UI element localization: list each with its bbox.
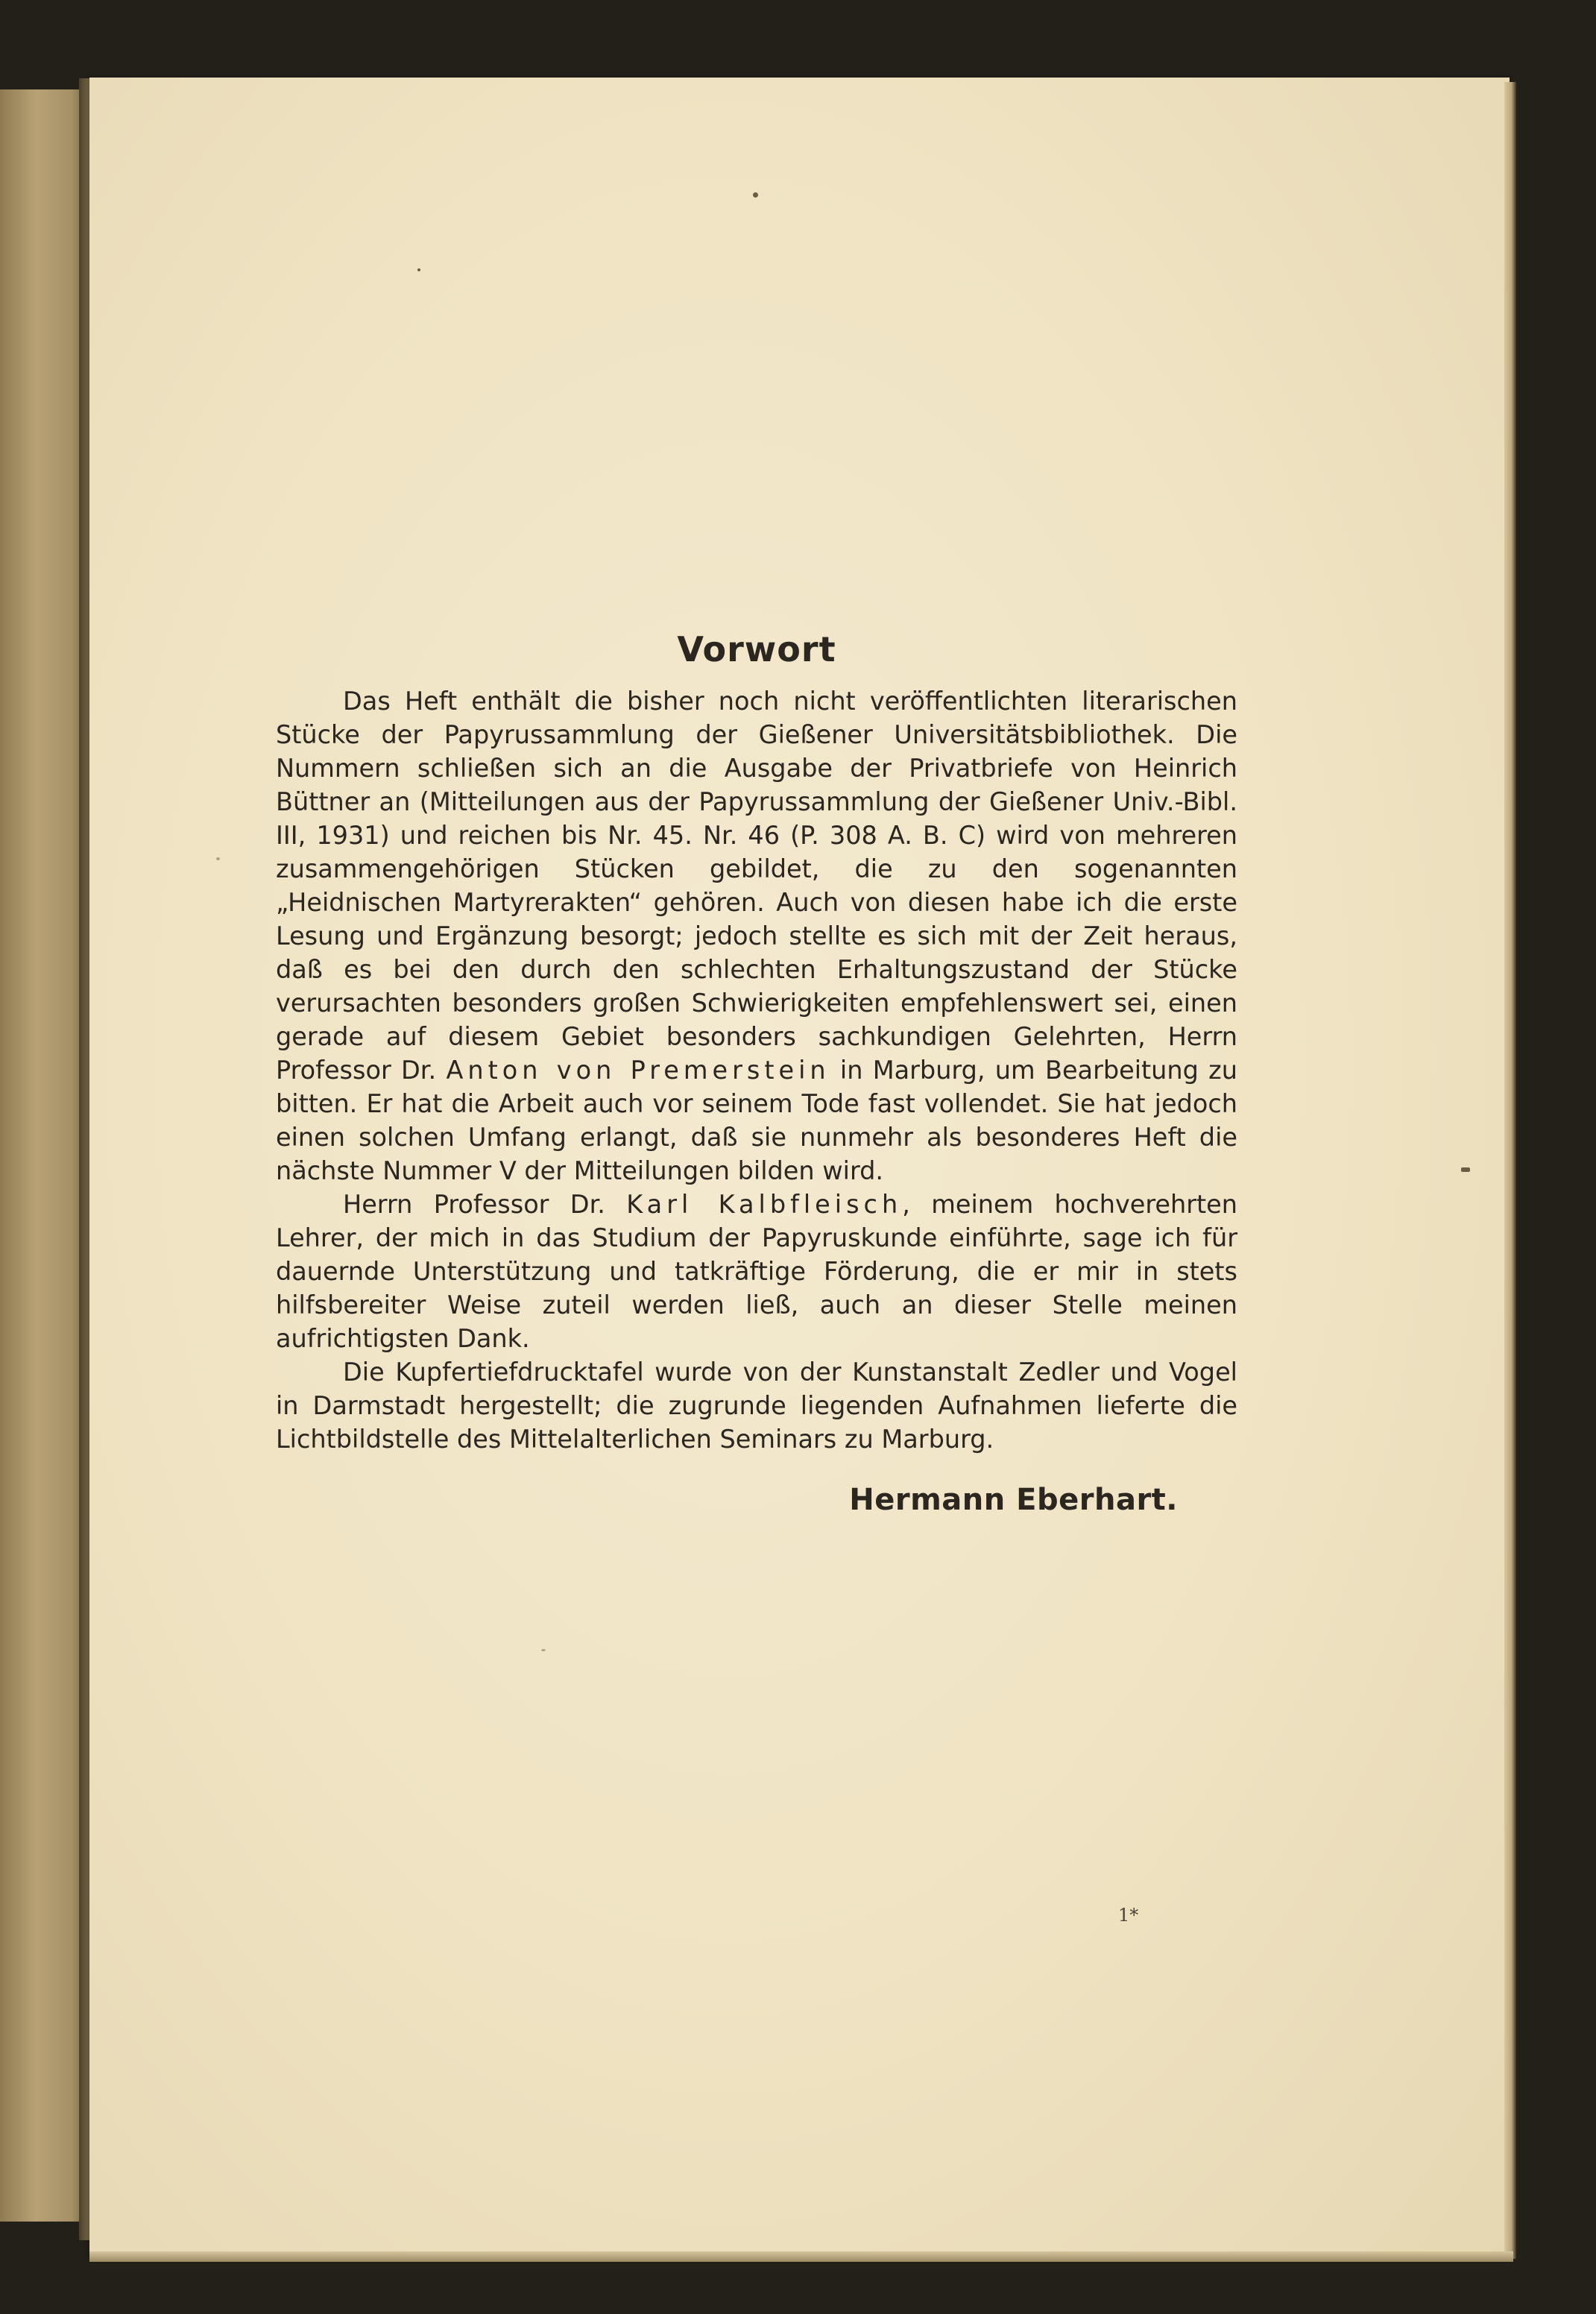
facing-page-edge: [0, 89, 89, 2222]
paper-speck: [417, 268, 420, 271]
paper-speck: [541, 1649, 546, 1651]
paper-speck: [1461, 1167, 1470, 1172]
paragraph-1: [276, 684, 1237, 1188]
paragraph-3: [276, 1355, 1237, 1456]
preface-text-block: [276, 626, 1237, 1517]
paragraph-1-text-b: in Marburg, um Bearbeitung zu bitten. Er hat die Arbeit auch vor seinem Tode fast vollendet. Sie hat jedoch einen solchen Umfang erlangt, daß sie nunmehr als besonderes Heft die nächste Nummer V der Mitteilungen bilden wird.: [276, 1056, 1237, 1185]
paragraph-2-text-a: Herrn Professor Dr.: [343, 1190, 627, 1219]
preface-title: Vorwort: [677, 629, 836, 669]
paper-speck: [753, 192, 758, 198]
author-signature: Hermann Eberhart.: [849, 1483, 1178, 1517]
paper-speck: [216, 857, 220, 860]
page-edge-bottom: [89, 2251, 1513, 2262]
paragraph-2-text-b: , meinem hochverehrten Lehrer, der mich in das Studium der Papyruskunde einführte, sage ich für dauernde Unterstützung und tatkräftige Förderung, die er mir in stets hilfsbereiter Weise zuteil werden ließ, auch an dieser Stelle meinen aufrichtigsten Dank.: [276, 1190, 1238, 1353]
person-name-premerstein: Anton von Premerstein: [446, 1056, 830, 1085]
person-name-kalbfleisch: Karl Kalbfleisch: [626, 1190, 903, 1219]
paragraph-3-text: Die Kupfertiefdrucktafel wurde von der Kunstanstalt Zedler und Vogel in Darmstadt hergestellt; die zugrunde liegenden Aufnahmen lieferte die Lichtbildstelle des Mittelalterlichen Seminars zu Marburg.: [276, 1358, 1237, 1454]
paragraph-2: [276, 1188, 1237, 1355]
page-folio: 1*: [1118, 1905, 1139, 1926]
page-edge-right: [1504, 82, 1516, 2259]
paragraph-1-text-a: Das Heft enthält die bisher noch nicht veröffentlichten literarischen Stücke der Papyrussammlung der Gießener Universitätsbibliothek. Die Nummern schließen sich an die Ausgabe der Privatbriefe von Heinrich Büttner an (Mitteilungen aus der Papyrussammlung der Gießener Univ.-Bibl. III, 1931) und reichen bis Nr. 45. Nr. 46 (P. 308 A. B. C) wird von mehreren zusammengehörigen Stücken gebildet, die zu den sogenannten „Heidnischen Martyrerakten“ gehören. Auch von diesen habe ich die erste Lesung und Ergänzung besorgt; jedoch stellte es sich mit der Zeit heraus, daß es bei den durch den schlechten Erhaltungszustand der Stücke verursachten besonders großen Schwierigkeiten empfehlenswert sei, einen gerade auf diesem Gebiet besonders sachkundigen Gelehrten, Herrn Professor Dr.: [276, 687, 1237, 1085]
